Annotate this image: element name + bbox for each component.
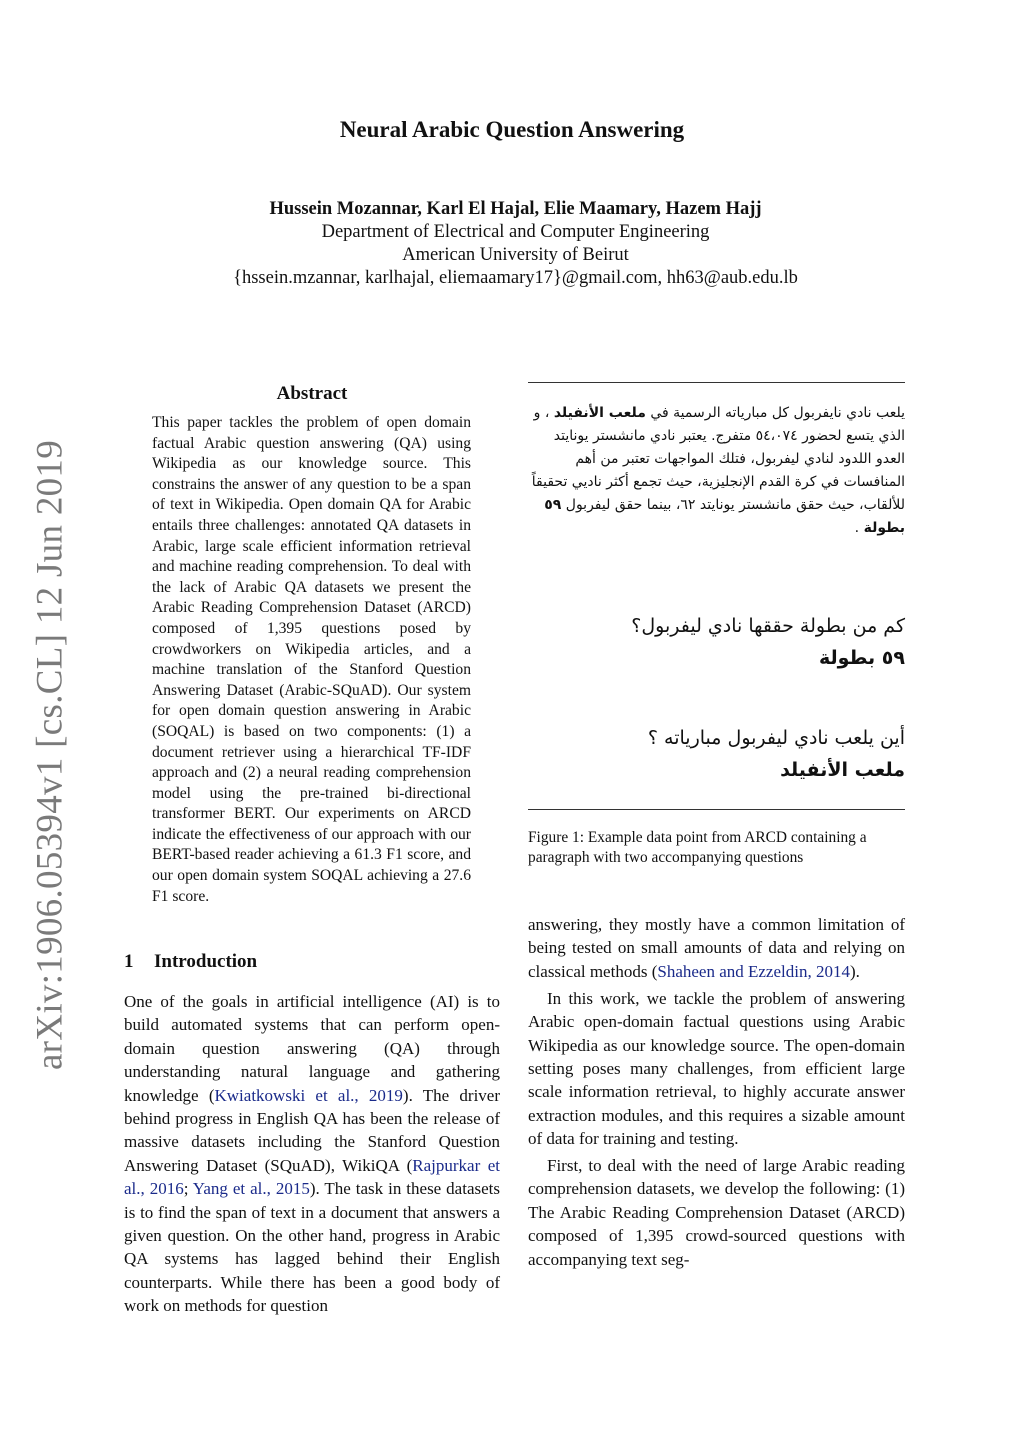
text-run: answering, they mostly have a common limitation of being tested on small amounts of data and relying on classical methods ( <box>528 915 905 981</box>
citation-link[interactable]: Kwiatkowski et al., 2019 <box>214 1085 403 1105</box>
body-paragraph: In this work, we tackle the problem of answering Arabic open-domain factual questions using Arabic Wikipedia as our knowledge source. The open-domain setting poses many challenges, from efficient large scale information retrieval, to highly accurate answer extraction modules, and this requires a sizable amount of data for training and testing. <box>528 988 905 1149</box>
text-run: ; <box>183 1179 193 1199</box>
author-department: Department of Electrical and Computer Engineering <box>321 222 710 242</box>
citation-link[interactable]: Yang et al., 2015 <box>192 1179 310 1199</box>
introduction-paragraph <box>124 990 500 1318</box>
text-run: ). <box>849 961 860 981</box>
abstract-heading: Abstract <box>276 383 348 404</box>
answer-text: ٥٩ بطولة <box>818 647 905 669</box>
section-heading-introduction <box>124 951 257 973</box>
text-run: . <box>854 520 864 536</box>
highlighted-answer: ٥٩ بطولة <box>544 497 905 536</box>
figure-top-rule <box>528 382 905 383</box>
citation-link[interactable]: Shaheen and Ezzeldin, 2014 <box>657 961 850 981</box>
body-paragraph: First, to deal with the need of large Arabic reading comprehension datasets, we develop the following: (1) The Arabic Reading Comprehension Dataset (ARCD) composed of 1,395 crowd-sourced questions with accompanying text seg- <box>528 1156 905 1269</box>
text-run: يلعب نادي نايفربول كل مبارياته الرسمية في <box>645 405 905 421</box>
figure-caption: Figure 1: Example data point from ARCD containing a paragraph with two accompanying questions <box>528 829 867 866</box>
figure-question-1 <box>528 610 905 674</box>
section-title: Introduction <box>154 951 258 972</box>
highlighted-answer: ملعب الأنفيلد <box>553 405 646 421</box>
author-emails: {hssein.mzannar, karlhajal, eliemaamary17}@gmail.com, hh63@aub.edu.lb <box>233 268 798 288</box>
question-text: كم من بطولة حققها نادي ليفربول؟ <box>631 615 905 637</box>
text-run: ). The driver behind progress in English QA has been the release of massive datasets including the Stanford Question Answering Dataset (SQuAD), WikiQA ( <box>124 1085 500 1175</box>
citation-link[interactable]: Rajpurkar et al., 2016 <box>124 1155 500 1199</box>
section-number: 1 <box>124 951 134 972</box>
question-text: أين يلعب نادي ليفربول مبارياته ؟ <box>647 727 905 749</box>
body-paragraph <box>528 913 905 983</box>
paper-title: Neural Arabic Question Answering <box>339 117 685 142</box>
figure-question-2 <box>528 722 905 786</box>
abstract-text: This paper tackles the problem of open domain factual Arabic question answering (QA) using Wikipedia as our knowledge source. This constrains the answer of any question to be a span of text in Wikipedia. Open domain QA for Arabic entails three challenges: annotated QA datasets in Arabic, large scale efficient information retrieval and machine reading comprehension. To deal with the lack of Arabic QA datasets we present the Arabic Reading Comprehension Dataset (ARCD) composed of 1,395 questions posed by crowdworkers on Wikipedia articles, and a machine translation of the Stanford Question Answering Dataset (Arabic-SQuAD). Our system for open domain question answering in Arabic (SOQAL) is based on two components: (1) a document retriever using a hierarchical TF-IDF approach and (2) a neural reading comprehension model using the pre-trained bi-directional transformer BERT. Our experiments on ARCD indicate the effectiveness of our approach with our BERT-based reader achieving a 61.3 F1 score, and our open domain system SOQAL achieving a 27.6 F1 score. <box>152 414 471 905</box>
introduction-body <box>124 990 500 1318</box>
text-run: One of the goals in artificial intelligence (AI) is to build automated systems that can perform open-domain question answering (QA) through understanding natural language and gathering knowledge ( <box>124 992 500 1105</box>
answer-text: ملعب الأنفيلد <box>780 759 905 781</box>
figure-arabic-paragraph <box>528 402 905 540</box>
arxiv-identifier-text: arXiv:1906.05394v1 [cs.CL] 12 Jun 2019 <box>29 439 71 1071</box>
author-names: Hussein Mozannar, Karl El Hajal, Elie Maamary, Hazem Hajj <box>269 199 762 219</box>
figure-bottom-rule <box>528 809 905 810</box>
author-block <box>0 198 1024 290</box>
text-run: ، و الذي يتسع لحضور ٥٤،٠٧٤ متفرج. يعتبر نادي مانشستر يونايتد العدو اللدود لنادي ليفربول، فتلك المواجهات تعتبر من أهم المنافسات في كرة القدم الإنجليزية، حيث تجمع أكثر ناديي تحقيقاً للألقاب، حيث حقق مانشستر يونايتد ٦٢، بينما حقق ليفربول <box>531 405 905 513</box>
text-run: ). The task in these datasets is to find the span of text in a document that answers a given question. On the other hand, progress in Arabic QA systems has lagged behind their English counterparts. While there has been a good body of work on methods for question <box>124 1179 500 1316</box>
author-university: American University of Beirut <box>402 245 629 265</box>
right-column-body <box>528 913 905 1271</box>
arxiv-identifier <box>29 439 71 1071</box>
